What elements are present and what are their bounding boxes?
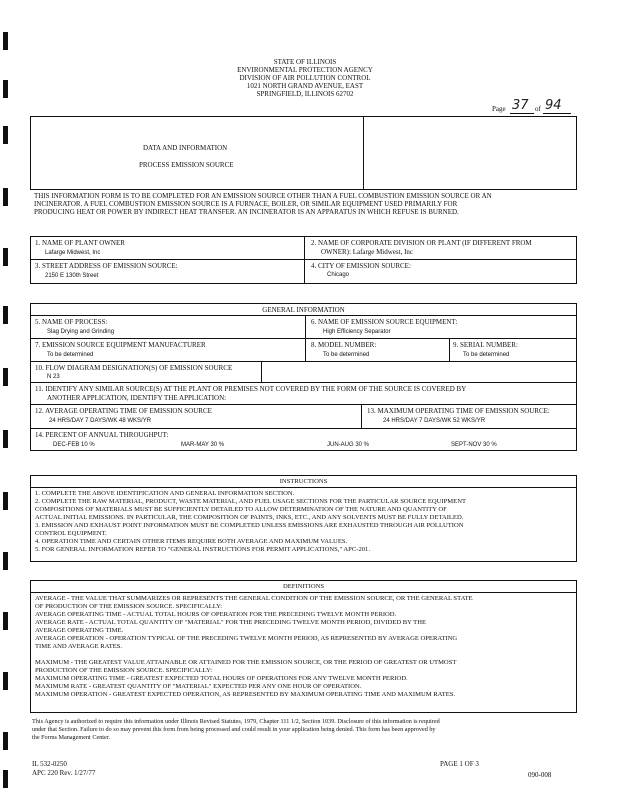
definition-line: MAXIMUM RATE - GREATEST QUANTITY OF "MATERIAL" EXPECTED PER ANY ONE HOUR OF OPERATION. <box>35 683 362 690</box>
page-total-underline <box>543 113 571 114</box>
field-5-label: 5. NAME OF PROCESS: <box>35 318 108 326</box>
field-10-value[interactable]: N 23 <box>47 374 60 380</box>
page-number <box>492 100 582 116</box>
form-id: IL 532-0250 <box>32 760 67 768</box>
field-12-label: 12. AVERAGE OPERATING TIME OF EMISSION SOURCE <box>35 407 212 415</box>
agency-line: SPRINGFIELD, ILLINOIS 62702 <box>256 90 354 98</box>
row-divider <box>31 361 576 362</box>
field-14-mar-may[interactable]: MAR-MAY 30 % <box>181 442 225 448</box>
owner-col-divider <box>304 237 305 283</box>
field-14-dec-feb[interactable]: DEC-FEB 10 % <box>53 442 95 448</box>
definition-line: MAXIMUM OPERATION - GREATEST EXPECTED OPERATION, AS REPRESENTED BY MAXIMUM OPERATING TIME AND MAXIMUM RATES. <box>35 691 456 698</box>
title-box-divider <box>363 117 364 189</box>
definitions-list <box>35 595 473 699</box>
scan-mark <box>3 732 8 750</box>
scan-mark <box>3 430 8 448</box>
page-total-handwritten: 94 <box>545 98 562 113</box>
definitions-heading: DEFINITIONS <box>282 583 325 590</box>
scan-mark <box>3 188 8 206</box>
form-title-line2: PROCESS EMISSION SOURCE <box>139 161 234 169</box>
field-4-label: 4. CITY OF EMISSION SOURCE: <box>311 262 411 270</box>
definitions-heading-rule <box>31 592 576 593</box>
definitions-section <box>30 580 577 713</box>
intro-line: INCINERATOR. A FUEL COMBUSTION EMISSION SOURCE IS A FURNACE, BOILER, OR SIMILAR EQUIPMENT USED PRIMARILY FOR <box>34 200 458 208</box>
instructions-list <box>35 490 466 554</box>
field-7-value[interactable]: To be determined <box>47 352 94 358</box>
form-title-line1: DATA AND INFORMATION <box>143 144 228 152</box>
field-4-value[interactable]: Chicago <box>327 272 350 278</box>
intro-text <box>34 192 492 216</box>
row-divider <box>31 338 576 339</box>
row-divider <box>31 382 576 383</box>
field-3-label: 3. STREET ADDRESS OF EMISSION SOURCE: <box>35 262 178 270</box>
definition-line: AVERAGE OPERATING TIME. <box>35 627 124 634</box>
field-6-label: 6. NAME OF EMISSION SOURCE EQUIPMENT: <box>311 318 458 326</box>
definition-line: PRODUCTION OF THE EMISSION SOURCE. SPECIFICALLY: <box>35 667 213 674</box>
instruction-line: 1. COMPLETE THE ABOVE IDENTIFICATION AND GENERAL INFORMATION SECTION. <box>35 490 295 497</box>
field-14-label: 14. PERCENT OF ANNUAL THROUGHPUT: <box>35 431 169 439</box>
general-info-heading: GENERAL INFORMATION <box>262 306 345 314</box>
instruction-line: 5. FOR GENERAL INFORMATION REFER TO "GENERAL INSTRUCTIONS FOR PERMIT APPLICATIONS," APC-201. <box>35 546 370 553</box>
title-box <box>30 116 577 190</box>
instruction-line: CONTROL EQUIPMENT. <box>35 530 107 537</box>
field-9-value[interactable]: To be determined <box>463 352 510 358</box>
owner-section <box>30 236 577 284</box>
row-divider <box>31 428 576 429</box>
field-1-value[interactable]: Lafarge Midwest, Inc <box>45 250 101 256</box>
col-divider <box>305 315 306 361</box>
scan-mark <box>3 126 8 144</box>
scan-mark <box>3 248 8 266</box>
field-13-label: 13. MAXIMUM OPERATING TIME OF EMISSION SOURCE: <box>367 407 550 415</box>
page-of-footer: PAGE 1 OF 3 <box>440 760 479 768</box>
instructions-section <box>30 475 577 562</box>
agency-line: DIVISION OF AIR POLLUTION CONTROL <box>239 74 371 82</box>
row-divider <box>31 404 576 405</box>
definition-line: AVERAGE OPERATION - OPERATION TYPICAL OF THE PRECEDING TWELVE MONTH PERIOD, AS REPRESENTED BY AVERAGE OPERATING <box>35 635 458 642</box>
agency-line: STATE OF ILLINOIS <box>273 58 337 66</box>
instruction-line: 2. COMPLETE THE RAW MATERIAL, PRODUCT, WASTE MATERIAL, AND FUEL USAGE SECTIONS FOR THE PARTICULAR SOURCE EQUIPMENT <box>35 498 466 505</box>
col-divider <box>261 361 262 382</box>
col-divider <box>449 338 450 361</box>
instruction-line: 4. OPERATION TIME AND CERTAIN OTHER ITEMS REQUIRE BOTH AVERAGE AND MAXIMUM VALUES. <box>35 538 348 545</box>
row-divider <box>31 315 576 316</box>
field-6-value[interactable]: High Efficiency Separator <box>323 329 391 335</box>
field-7-label: 7. EMISSION SOURCE EQUIPMENT MANUFACTURER <box>35 341 206 349</box>
definition-line: TIME AND AVERAGE RATES. <box>35 643 123 650</box>
agency-line: 1021 NORTH GRAND AVENUE, EAST <box>246 82 364 90</box>
field-2-value[interactable]: OWNER): Lafarge Midwest, Inc <box>321 248 414 256</box>
scan-mark <box>3 32 8 50</box>
instruction-line: ACTUAL INITIAL EMISSIONS. IN PARTICULAR, THE COMPOSITION OF PAINTS, INKS, ETC., AND ANY SOLVENTS MUST BE FULLY DETAILED. <box>35 514 464 521</box>
general-info-section <box>30 303 577 451</box>
field-8-value[interactable]: To be determined <box>323 352 370 358</box>
scan-mark <box>3 80 8 98</box>
agency-line: ENVIRONMENTAL PROTECTION AGENCY <box>237 66 373 74</box>
intro-line: PRODUCING HEAT OR POWER BY INDIRECT HEAT TRANSFER. AN INCINERATOR IS AN APPARATUS IN WHICH REFUSE IS BURNED. <box>34 208 459 216</box>
form-code: 090-008 <box>528 771 552 779</box>
definition-line <box>35 651 473 659</box>
page-label: Page <box>492 105 506 113</box>
scan-mark <box>3 552 8 570</box>
notice-line: the Forms Management Center. <box>32 734 111 741</box>
instruction-line: 3. EMISSION AND EXHAUST POINT INFORMATION MUST BE COMPLETED UNLESS EMISSIONS ARE EXHAUSTED THROUGH AIR POLLUTION <box>35 522 464 529</box>
field-2-label: 2. NAME OF CORPORATE DIVISION OR PLANT (IF DIFFERENT FROM <box>311 239 532 247</box>
page-num-handwritten: 37 <box>512 98 529 113</box>
scan-mark <box>3 368 8 386</box>
instructions-heading: INSTRUCTIONS <box>279 478 328 485</box>
field-12-value[interactable]: 24 HRS/DAY 7 DAYS/WK 48 WKS/YR <box>49 418 152 424</box>
intro-line: THIS INFORMATION FORM IS TO BE COMPLETED FOR AN EMISSION SOURCE OTHER THAN A FUEL COMBUSTION EMISSION SOURCE OR AN <box>34 192 492 200</box>
page-num-underline <box>510 113 534 114</box>
scan-mark <box>3 612 8 630</box>
field-8-label: 8. MODEL NUMBER: <box>311 341 377 349</box>
field-5-value[interactable]: Slag Drying and Grinding <box>47 329 115 335</box>
authorization-notice <box>32 718 440 742</box>
definition-line: AVERAGE OPERATING TIME - ACTUAL TOTAL HOURS OF OPERATION FOR THE PRECEDING TWELVE MONTH PERIOD. <box>35 611 397 618</box>
definition-line: MAXIMUM OPERATING TIME - GREATEST EXPECTED TOTAL HOURS OF OPERATIONS FOR ANY TWELVE MONTH PERIOD. <box>35 675 408 682</box>
field-11-label: 11. IDENTIFY ANY SIMILAR SOURCE(S) AT THE PLANT OR PREMISES NOT COVERED BY THE FORM OF THE SOURCE IS COVERED BY <box>35 385 467 393</box>
definition-line: OF PRODUCTION OF THE EMISSION SOURCE. SPECIFICALLY: <box>35 603 223 610</box>
form-revision: APC 220 Rev. 1/27/77 <box>32 769 96 777</box>
definition-line: AVERAGE - THE VALUE THAT SUMMARIZES OR REPRESENTS THE GENERAL CONDITION OF THE EMISSION SOURCE, OR THE GENERAL STATE <box>35 595 473 602</box>
scan-mark <box>3 306 8 324</box>
definition-line: AVERAGE RATE - ACTUAL TOTAL QUANTITY OF "MATERIAL" FOR THE PRECEDING TWELVE MONTH PERIOD, DIVIDED BY THE <box>35 619 426 626</box>
notice-line: under that Section. Failure to do so may prevent this form from being processed and could result in your application being denied. This form has been approved by <box>32 726 436 733</box>
notice-line: This Agency is authorized to require this information under Illinois Revised Statutes, 1979, Chapter 111 1/2, Section 1039. Disclosure of this information is required <box>32 718 440 725</box>
agency-header <box>180 58 430 98</box>
field-10-label: 10. FLOW DIAGRAM DESIGNATION(S) OF EMISSION SOURCE <box>35 364 233 372</box>
field-13-value[interactable]: 24 HRS/DAY 7 DAYS/WK 52 WKS/YR <box>383 418 486 424</box>
scan-mark <box>3 770 8 788</box>
page-of-label: of <box>535 105 541 113</box>
field-14-jun-aug[interactable]: JUN-AUG 30 % <box>327 442 370 448</box>
field-3-value[interactable]: 2150 E 130th Street <box>45 273 99 279</box>
field-9-label: 9. SERIAL NUMBER: <box>453 341 518 349</box>
field-1-label: 1. NAME OF PLANT OWNER <box>35 239 125 247</box>
definition-line: MAXIMUM - THE GREATEST VALUE ATTAINABLE OR ATTAINED FOR THE EMISSION SOURCE, OR THE PERIOD OF GREATEST OR UTMOST <box>35 659 457 666</box>
col-divider <box>361 404 362 428</box>
scan-mark <box>3 492 8 510</box>
instruction-line: COMPOSITIONS OF MATERIALS MUST BE SUFFICIENTLY DETAILED TO ALLOW DETERMINATION OF THE NATURE AND QUANTITY OF <box>35 506 447 513</box>
field-14-sept-nov[interactable]: SEPT-NOV 30 % <box>451 442 497 448</box>
scan-mark <box>3 672 8 690</box>
instructions-heading-rule <box>31 487 576 488</box>
field-11-label-cont: ANOTHER APPLICATION, IDENTIFY THE APPLICATION: <box>47 394 227 402</box>
